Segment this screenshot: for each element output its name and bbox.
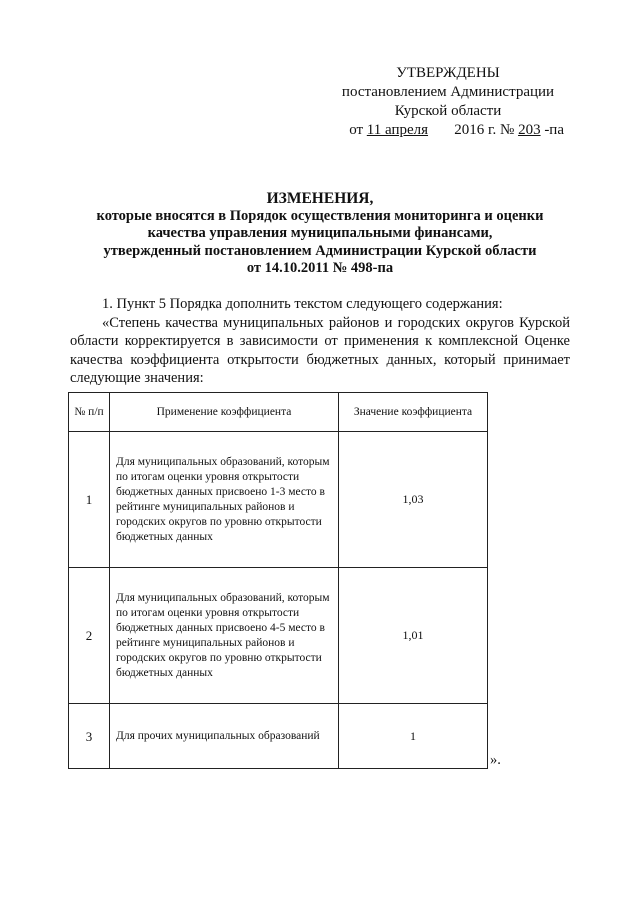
row-application: Для муниципальных образований, которым по итогам оценки уровня открытости бюджетных данных присвоено 1-3 место в рейтинге муниципальных районов и городских округов по уровню открытости бюджетных данных	[110, 432, 339, 568]
date-prefix: от	[349, 122, 364, 138]
approval-block	[318, 64, 578, 140]
coefficient-table	[68, 392, 488, 769]
row-value: 1	[339, 704, 488, 769]
body-text	[70, 295, 570, 388]
approval-line-2: Курской области	[394, 103, 502, 119]
heading-line-4: от 14.10.2011 № 498-па	[246, 260, 394, 276]
approval-dateline	[318, 121, 578, 140]
table-row	[69, 704, 488, 769]
doc-number: 203	[518, 122, 541, 138]
approval-title: УТВЕРЖДЕНЫ	[396, 65, 500, 81]
row-num: 3	[69, 704, 110, 769]
closing-quote: ».	[490, 752, 501, 768]
row-application: Для прочих муниципальных образований	[110, 704, 339, 769]
row-num: 2	[69, 568, 110, 704]
doc-suffix: -па	[544, 122, 564, 138]
date-day-month: 11 апреля	[366, 122, 429, 138]
table-row	[69, 432, 488, 568]
document-heading	[60, 190, 580, 278]
paragraph-2: «Степень качества муниципальных районов и городских округов Курской области корректируется в зависимости от применения к комплексной Оценке качества коэффициента открытости бюджетных данных, который принимает следующие значения:	[70, 314, 570, 386]
row-value: 1,01	[339, 568, 488, 704]
row-application: Для муниципальных образований, которым по итогам оценки уровня открытости бюджетных данных присвоено 4-5 место в рейтинге муниципальных районов и городских округов по уровню открытости бюджетных данных	[110, 568, 339, 704]
header-application: Применение коэффициента	[110, 393, 339, 432]
heading-line-3: утвержденный постановлением Администрации Курской области	[103, 242, 537, 259]
table-row	[69, 568, 488, 704]
date-year: 2016 г. №	[454, 122, 515, 138]
heading-line-2: качества управления муниципальными финансами,	[147, 225, 493, 241]
paragraph-1: 1. Пункт 5 Порядка дополнить текстом следующего содержания:	[102, 296, 503, 312]
approval-line-1: постановлением Администрации	[341, 84, 555, 100]
row-num: 1	[69, 432, 110, 568]
table-header-row	[69, 393, 488, 432]
heading-title: ИЗМЕНЕНИЯ,	[266, 190, 374, 207]
row-value: 1,03	[339, 432, 488, 568]
heading-line-1: которые вносятся в Порядок осуществления мониторинга и оценки	[96, 207, 544, 224]
header-num: № п/п	[69, 393, 110, 432]
header-value: Значение коэффициента	[339, 393, 488, 432]
